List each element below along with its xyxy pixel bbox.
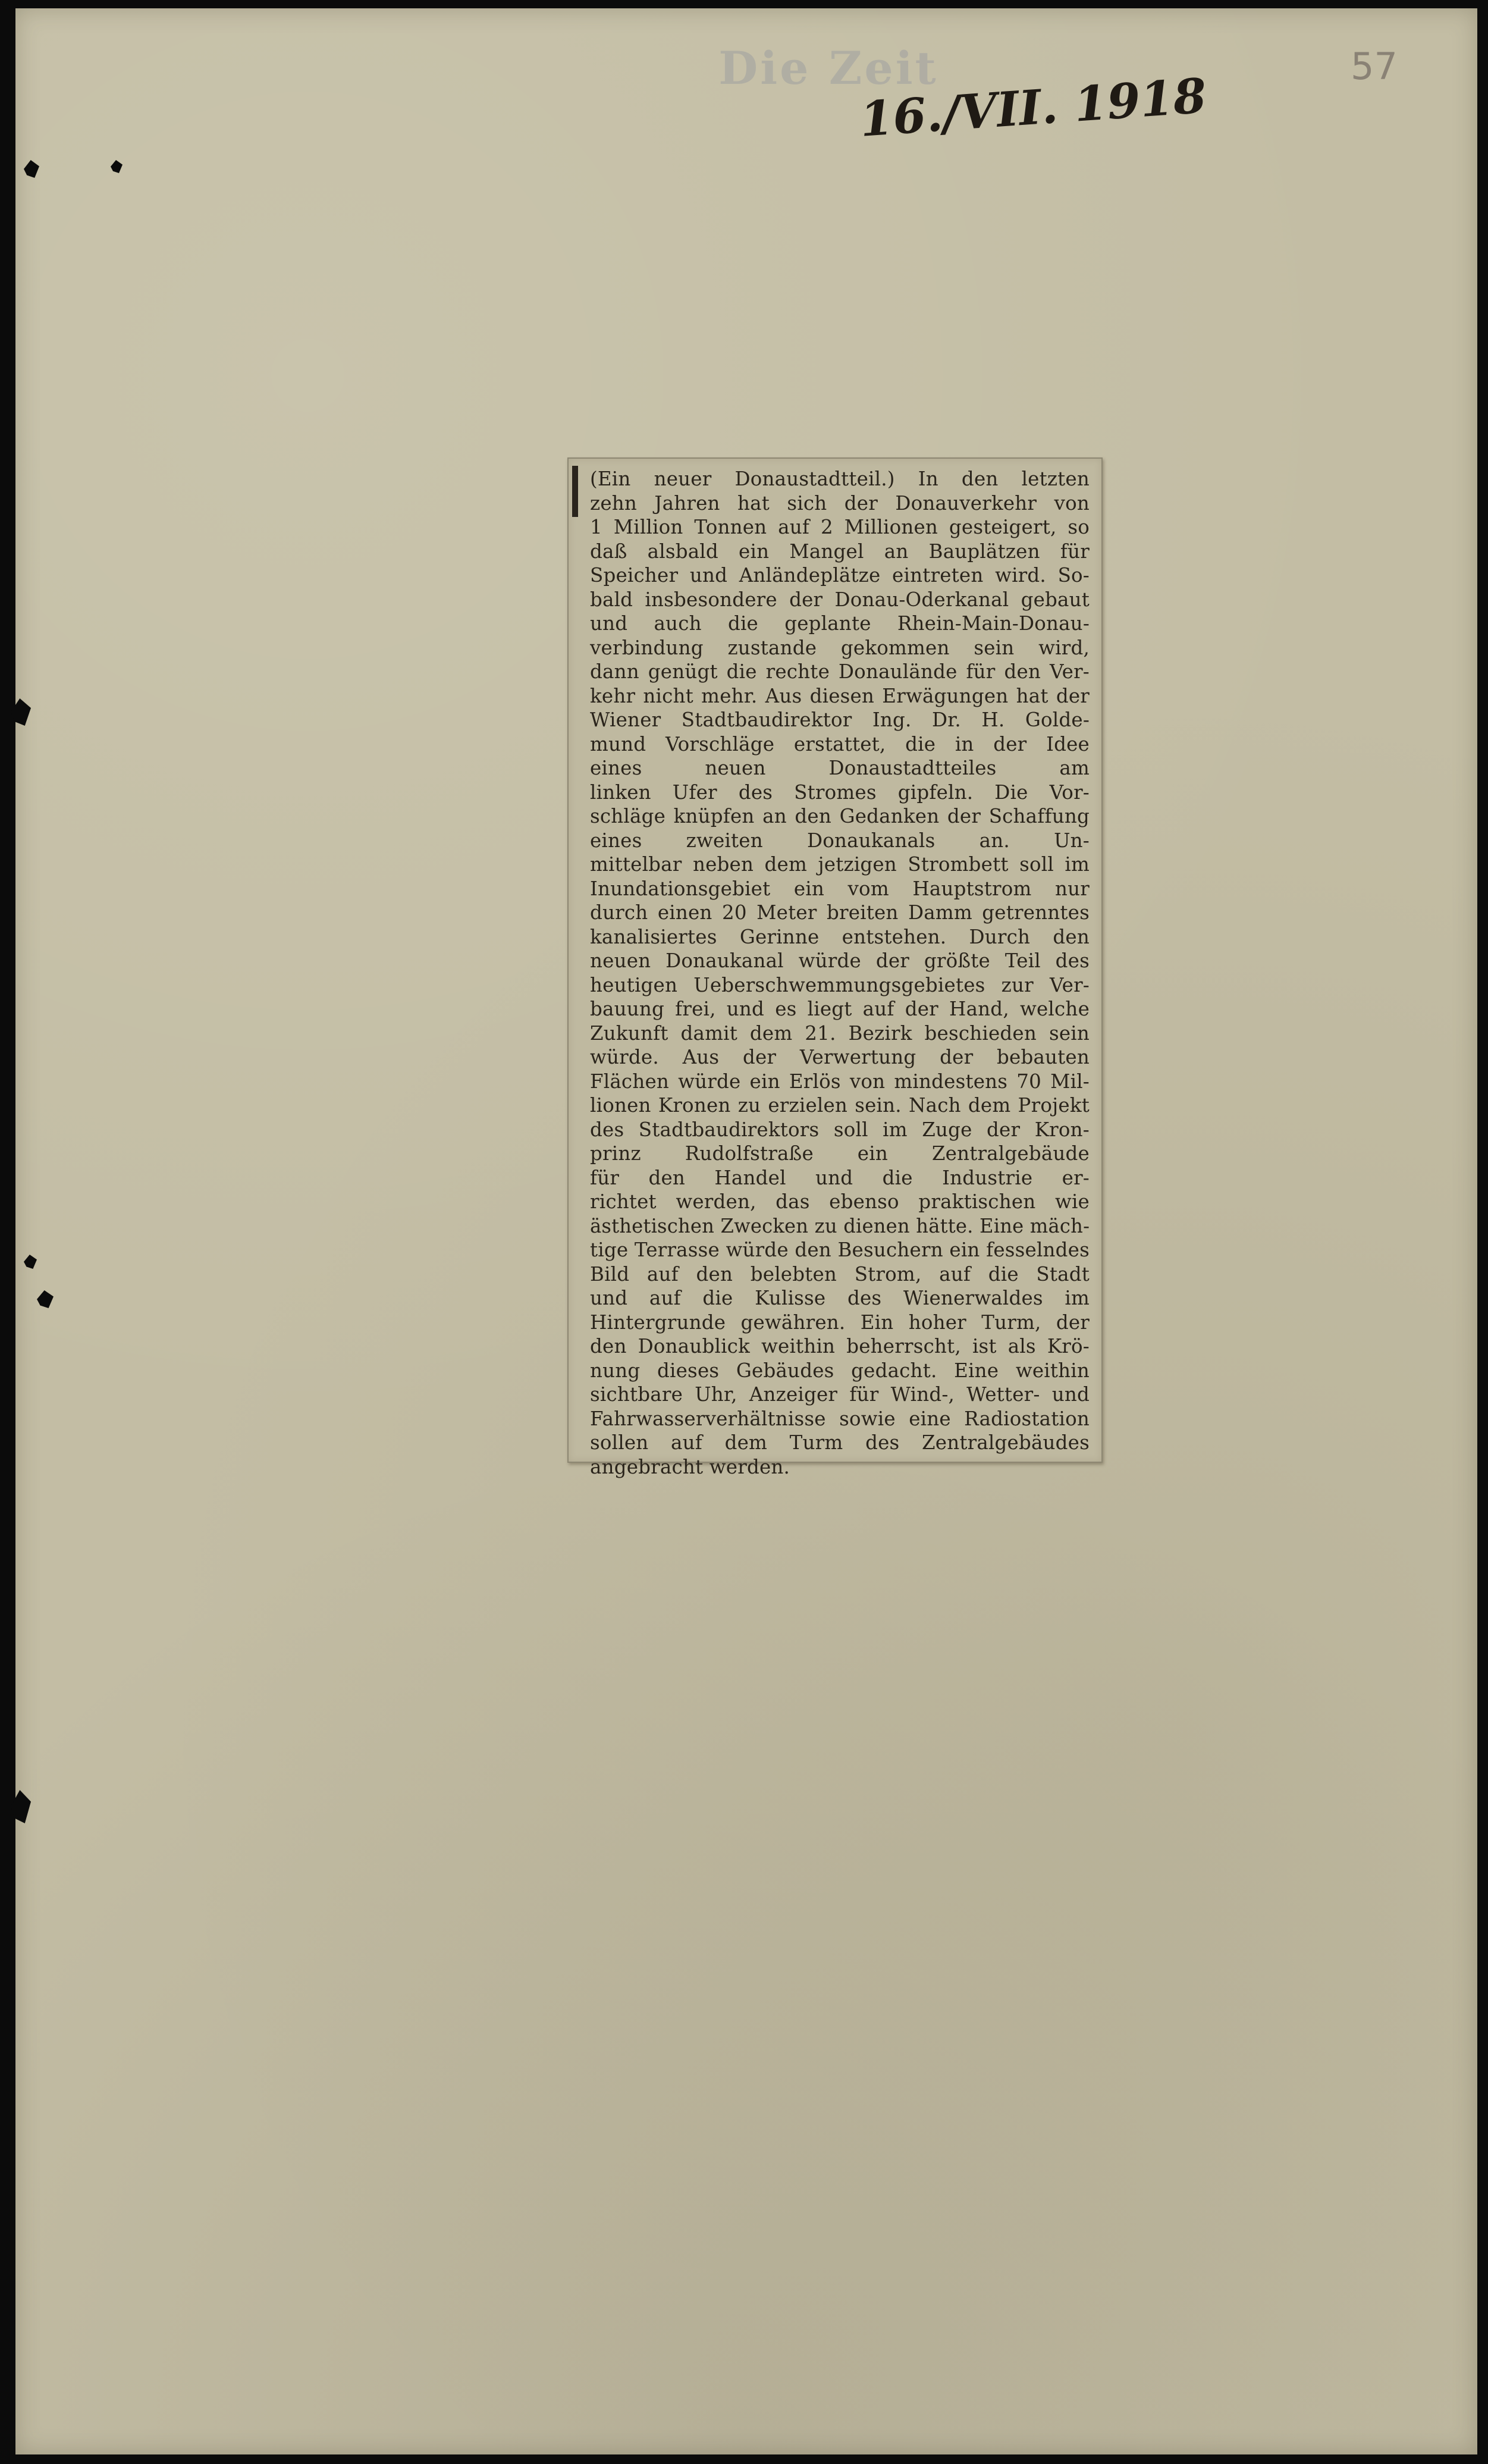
article-line: durch einen 20 Meter breiten Damm getrenntes — [590, 901, 1090, 924]
binding-hole-mark — [11, 698, 31, 726]
article-line: mittelbar neben dem jetzigen Strombett soll im — [590, 853, 1090, 876]
article-line: neuen Donaukanal würde der größte Teil des — [590, 949, 1090, 972]
article-line: schläge knüpfen an den Gedanken der Schaffung — [590, 805, 1090, 827]
newspaper-clipping — [567, 457, 1103, 1478]
article-line: 1 Million Tonnen auf 2 Millionen gesteigert, so — [590, 516, 1090, 538]
article-line: würde. Aus der Verwertung der bebauten — [590, 1046, 1090, 1068]
article-line: heutigen Ueberschwemmungsgebietes zur Ver- — [590, 973, 1090, 996]
article-line: nung dieses Gebäudes gedacht. Eine weithin — [590, 1359, 1090, 1382]
article-line: des Stadtbaudirektors soll im Zuge der Kron- — [590, 1118, 1090, 1141]
article-line: kehr nicht mehr. Aus diesen Erwägungen hat der — [590, 684, 1090, 707]
article-line: daß alsbald ein Mangel an Bauplätzen für — [590, 540, 1090, 563]
article-line: tige Terrasse würde den Besuchern ein fesselndes — [590, 1239, 1090, 1261]
article-line: eines zweiten Donaukanals an. Un- — [590, 829, 1090, 852]
binding-hole-mark — [111, 160, 123, 173]
article-line: kanalisiertes Gerinne entstehen. Durch den — [590, 925, 1090, 948]
article-line: prinz Rudolfstraße ein Zentralgebäude — [590, 1142, 1090, 1165]
article-line: für den Handel und die Industrie er- — [590, 1166, 1090, 1189]
article-line: verbindung zustande gekommen sein wird, — [590, 636, 1090, 659]
article-body — [590, 467, 1090, 1479]
article-line: Fahrwasserverhältnisse sowie eine Radiostation — [590, 1407, 1090, 1430]
handwritten-date: 16./VII. 1918 — [858, 67, 1208, 148]
binding-hole-mark — [24, 160, 39, 178]
article-line: zehn Jahren hat sich der Donauverkehr von — [590, 491, 1090, 515]
article-line: (Ein neuer Donaustadtteil.) In den letzten — [590, 468, 1090, 490]
binding-hole-mark — [37, 1290, 54, 1308]
article-line: ästhetischen Zwecken zu dienen hätte. Eine mäch- — [590, 1214, 1090, 1237]
article-line: mund Vorschläge erstattet, die in der Idee — [590, 732, 1090, 755]
article-line: und auch die geplante Rhein-Main-Donau- — [590, 612, 1090, 635]
binding-hole-mark — [24, 1255, 37, 1269]
article-line: angebracht werden. — [590, 1455, 790, 1478]
article-line: sollen auf dem Turm des Zentralgebäudes — [590, 1431, 1090, 1454]
article-line: linken Ufer des Stromes gipfeln. Die Vor- — [590, 780, 1090, 804]
article-line: Speicher und Anländeplätze eintreten wird. So- — [590, 564, 1090, 587]
archive-sheet — [15, 8, 1477, 2454]
article-line: Wiener Stadtbaudirektor Ing. Dr. H. Golde- — [590, 709, 1090, 731]
article-line: eines neuen Donaustadtteiles am — [590, 757, 1090, 779]
article-line: den Donaublick weithin beherrscht, ist als Krö- — [590, 1335, 1090, 1358]
newspaper-name-stamp: Die Zeit — [718, 42, 938, 95]
article-line: bald insbesondere der Donau-Oderkanal gebaut — [590, 588, 1090, 611]
article-line: richtet werden, das ebenso praktischen wie — [590, 1190, 1090, 1213]
article-line: bauung frei, und es liegt auf der Hand, welche — [590, 998, 1090, 1020]
article-line: Inundationsgebiet ein vom Hauptstrom nur — [590, 877, 1090, 900]
article-line: Bild auf den belebten Strom, auf die Stadt — [590, 1262, 1090, 1286]
page-number: 57 — [1351, 45, 1398, 88]
article-line: und auf die Kulisse des Wienerwaldes im — [590, 1287, 1090, 1309]
article-line: dann genügt die rechte Donaulände für den Ver- — [590, 660, 1090, 683]
article-line: Hintergrunde gewähren. Ein hoher Turm, der — [590, 1311, 1090, 1334]
ink-mark — [572, 466, 578, 517]
article-line: sichtbare Uhr, Anzeiger für Wind-, Wetter- und — [590, 1383, 1090, 1406]
article-line: Zukunft damit dem 21. Bezirk beschieden sein — [590, 1021, 1090, 1045]
binding-hole-mark — [11, 1790, 31, 1823]
article-line: lionen Kronen zu erzielen sein. Nach dem Projekt — [590, 1094, 1090, 1117]
article-line: Flächen würde ein Erlös von mindestens 70 Mil- — [590, 1070, 1090, 1093]
